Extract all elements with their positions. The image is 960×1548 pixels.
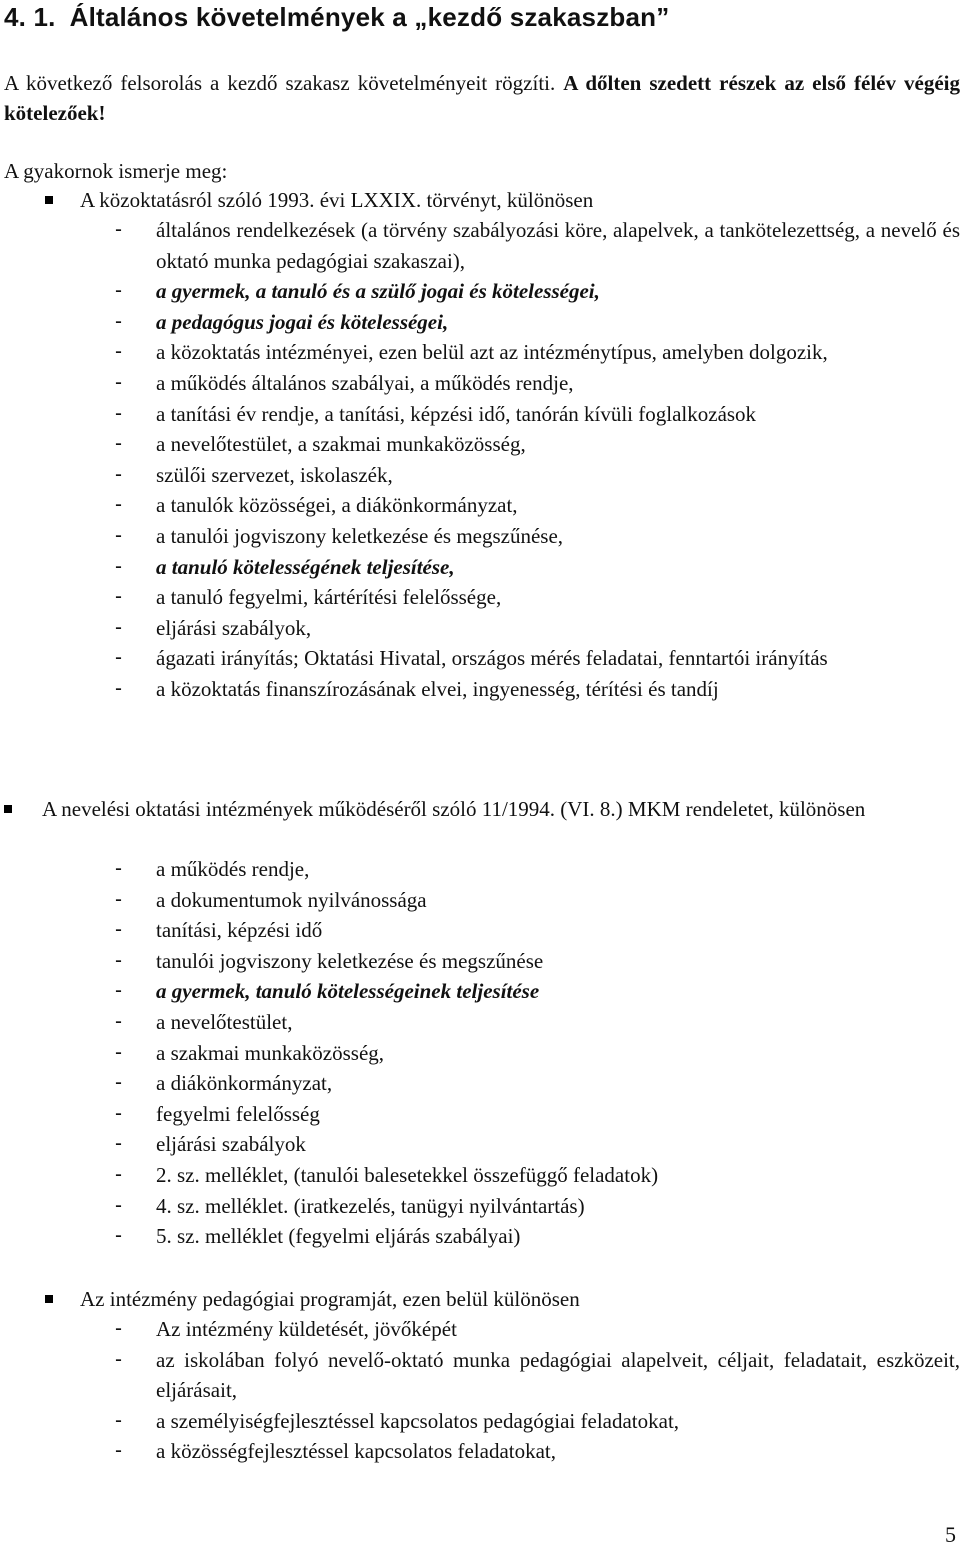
- list-item: [115, 215, 960, 276]
- list-item-text: a működés általános szabályai, a működés rendje,: [156, 370, 574, 395]
- list-item: [115, 946, 960, 977]
- list-item-text: 5. sz. melléklet (fegyelmi eljárás szabályai): [156, 1224, 521, 1249]
- dash-marker: -: [115, 279, 122, 303]
- dash-marker: -: [115, 370, 122, 394]
- dash-marker: -: [115, 1439, 122, 1463]
- dash-list-program: [115, 1314, 960, 1467]
- dash-marker: -: [115, 1162, 122, 1186]
- dash-marker: -: [115, 493, 122, 517]
- bullet-title-program: Az intézmény pedagógiai programját, ezen belül különösen: [80, 1287, 580, 1311]
- list-item-text: eljárási szabályok,: [156, 615, 312, 640]
- dash-marker: -: [115, 309, 122, 333]
- dash-marker: -: [115, 1408, 122, 1432]
- list-item: [115, 674, 960, 705]
- list-item: [115, 1345, 960, 1406]
- list-item: [115, 1038, 960, 1069]
- list-item-text: Az intézmény küldetését, jövőképét: [156, 1317, 457, 1341]
- list-item-text: ágazati irányítás; Oktatási Hivatal, országos mérés feladatai, fenntartói irányítás: [156, 646, 828, 671]
- list-item-text: a tanulók közösségei, a diákönkormányzat,: [156, 493, 518, 518]
- list-item: [115, 1068, 960, 1099]
- dash-marker: -: [115, 1224, 122, 1248]
- list-item: [115, 490, 960, 521]
- dash-marker: -: [115, 340, 122, 364]
- page-number: 5: [945, 1522, 956, 1547]
- list-item: [115, 582, 960, 613]
- list-item: [115, 460, 960, 491]
- list-item: [115, 915, 960, 946]
- dash-marker: -: [115, 218, 122, 241]
- dash-marker: -: [115, 948, 122, 972]
- list-item-text: a tanulói jogviszony keletkezése és megszűnése,: [156, 523, 564, 548]
- list-item-text: a gyermek, a tanuló és a szülő jogai és kötelességei,: [156, 279, 600, 304]
- dash-marker: -: [115, 1101, 122, 1125]
- list-item: [115, 307, 960, 338]
- list-item-text: a diákönkormányzat,: [156, 1071, 333, 1096]
- list-item: [115, 368, 960, 399]
- bullet-title-decree-text: A nevelési oktatási intézmények működéséről szóló 11/1994. (VI. 8.) MKM rendeletet, különösen: [42, 797, 866, 821]
- dash-marker: -: [115, 646, 122, 670]
- list-item-text: 4. sz. melléklet. (iratkezelés, tanügyi nyilvántartás): [156, 1193, 585, 1218]
- gyakornok-line: A gyakornok ismerje meg:: [4, 159, 228, 183]
- intro-paragraph: [4, 68, 960, 128]
- list-item-text: tanulói jogviszony keletkezése és megszűnése: [156, 948, 544, 973]
- list-item: [115, 1160, 960, 1191]
- list-item: [115, 429, 960, 460]
- list-item: [115, 1436, 960, 1467]
- dash-marker: -: [115, 432, 122, 456]
- list-item: [115, 643, 960, 674]
- list-item: [115, 552, 960, 583]
- dash-marker: -: [115, 1132, 122, 1156]
- list-item-text: eljárási szabályok: [156, 1132, 306, 1157]
- list-item-text: tanítási, képzési idő: [156, 918, 323, 943]
- list-item: [115, 854, 960, 885]
- list-item: [115, 976, 960, 1007]
- list-item-text: a gyermek, tanuló kötelességeinek teljesítése: [156, 979, 540, 1004]
- list-item-text: a dokumentumok nyilvánossága: [156, 887, 427, 912]
- intro-text: A következő felsorolás a kezdő szakasz követelményeit rögzíti.: [4, 71, 564, 95]
- list-item-text: a működés rendje,: [156, 857, 310, 881]
- square-bullet-icon: [4, 805, 12, 813]
- list-item-text: a nevelőtestület, a szakmai munkaközösség,: [156, 432, 526, 457]
- list-item: [115, 1099, 960, 1130]
- list-item: [115, 1191, 960, 1222]
- dash-marker: -: [115, 918, 122, 942]
- dash-marker: -: [115, 523, 122, 547]
- list-item-text: a nevelőtestület,: [156, 1009, 293, 1034]
- dash-marker: -: [115, 857, 122, 880]
- dash-marker: -: [115, 1193, 122, 1217]
- list-item: [115, 399, 960, 430]
- list-item: [115, 1221, 960, 1252]
- intro-bold-text: A dőlten szedett részek az első félév végéig kötelezőek!: [4, 71, 960, 125]
- list-item-text: a tanítási év rendje, a tanítási, képzési idő, tanórán kívüli foglalkozások: [156, 401, 757, 426]
- dash-marker: -: [115, 401, 122, 425]
- dash-list-law: [115, 215, 960, 705]
- list-item: [115, 885, 960, 916]
- square-bullet-icon: [45, 196, 53, 204]
- list-item: [115, 1314, 960, 1345]
- dash-marker: -: [115, 1009, 122, 1033]
- list-item-text: az iskolában folyó nevelő-oktató munka pedagógiai alapelveit, céljait, feladatait, eszközeit, eljárásait,: [156, 1347, 960, 1403]
- dash-marker: -: [115, 554, 122, 578]
- list-item-text: 2. sz. melléklet, (tanulói balesetekkel összefüggő feladatok): [156, 1162, 659, 1187]
- section-title: Általános követelmények a „kezdő szakaszban”: [69, 2, 670, 32]
- dash-marker: -: [115, 462, 122, 486]
- list-item-text: a pedagógus jogai és kötelességei,: [156, 309, 449, 334]
- list-item: [115, 613, 960, 644]
- list-item-text: szülői szervezet, iskolaszék,: [156, 462, 393, 487]
- dash-marker: -: [115, 615, 122, 639]
- list-item: [115, 1406, 960, 1437]
- bullet-title-decree: [42, 794, 960, 824]
- dash-marker: -: [115, 979, 122, 1003]
- dash-marker: -: [115, 1071, 122, 1095]
- list-item-text: a szakmai munkaközösség,: [156, 1040, 385, 1065]
- list-item-text: fegyelmi felelősség: [156, 1101, 320, 1126]
- bullet-title-law: A közoktatásról szóló 1993. évi LXXIX. törvényt, különösen: [80, 188, 594, 212]
- section-number: 4. 1.: [4, 2, 56, 32]
- list-item: [115, 337, 960, 368]
- section-heading: [4, 2, 669, 33]
- list-item-text: a tanuló fegyelmi, kártérítési felelőssége,: [156, 585, 502, 610]
- list-item: [115, 1007, 960, 1038]
- dash-marker: -: [115, 585, 122, 609]
- list-item-text: a közoktatás intézményei, ezen belül azt az intézménytípus, amelyben dolgozik,: [156, 340, 828, 365]
- list-item-text: a személyiségfejlesztéssel kapcsolatos pedagógiai feladatokat,: [156, 1408, 680, 1433]
- list-item-text: a közoktatás finanszírozásának elvei, ingyenesség, térítési és tandíj: [156, 676, 719, 701]
- list-item: [115, 276, 960, 307]
- list-item: [115, 521, 960, 552]
- dash-marker: -: [115, 676, 122, 700]
- square-bullet-icon: [45, 1295, 53, 1303]
- dash-list-decree: [115, 854, 960, 1252]
- list-item-text: a közösségfejlesztéssel kapcsolatos feladatokat,: [156, 1439, 557, 1464]
- list-item: [115, 1129, 960, 1160]
- dash-marker: -: [115, 887, 122, 911]
- list-item-text: a tanuló kötelességének teljesítése,: [156, 554, 455, 579]
- dash-marker: -: [115, 1347, 122, 1371]
- dash-marker: -: [115, 1317, 122, 1340]
- dash-marker: -: [115, 1040, 122, 1064]
- list-item-text: általános rendelkezések (a törvény szabályozási köre, alapelvek, a tankötelezettség, a nevelő és oktató munka pedagógiai szakaszai),: [156, 218, 960, 273]
